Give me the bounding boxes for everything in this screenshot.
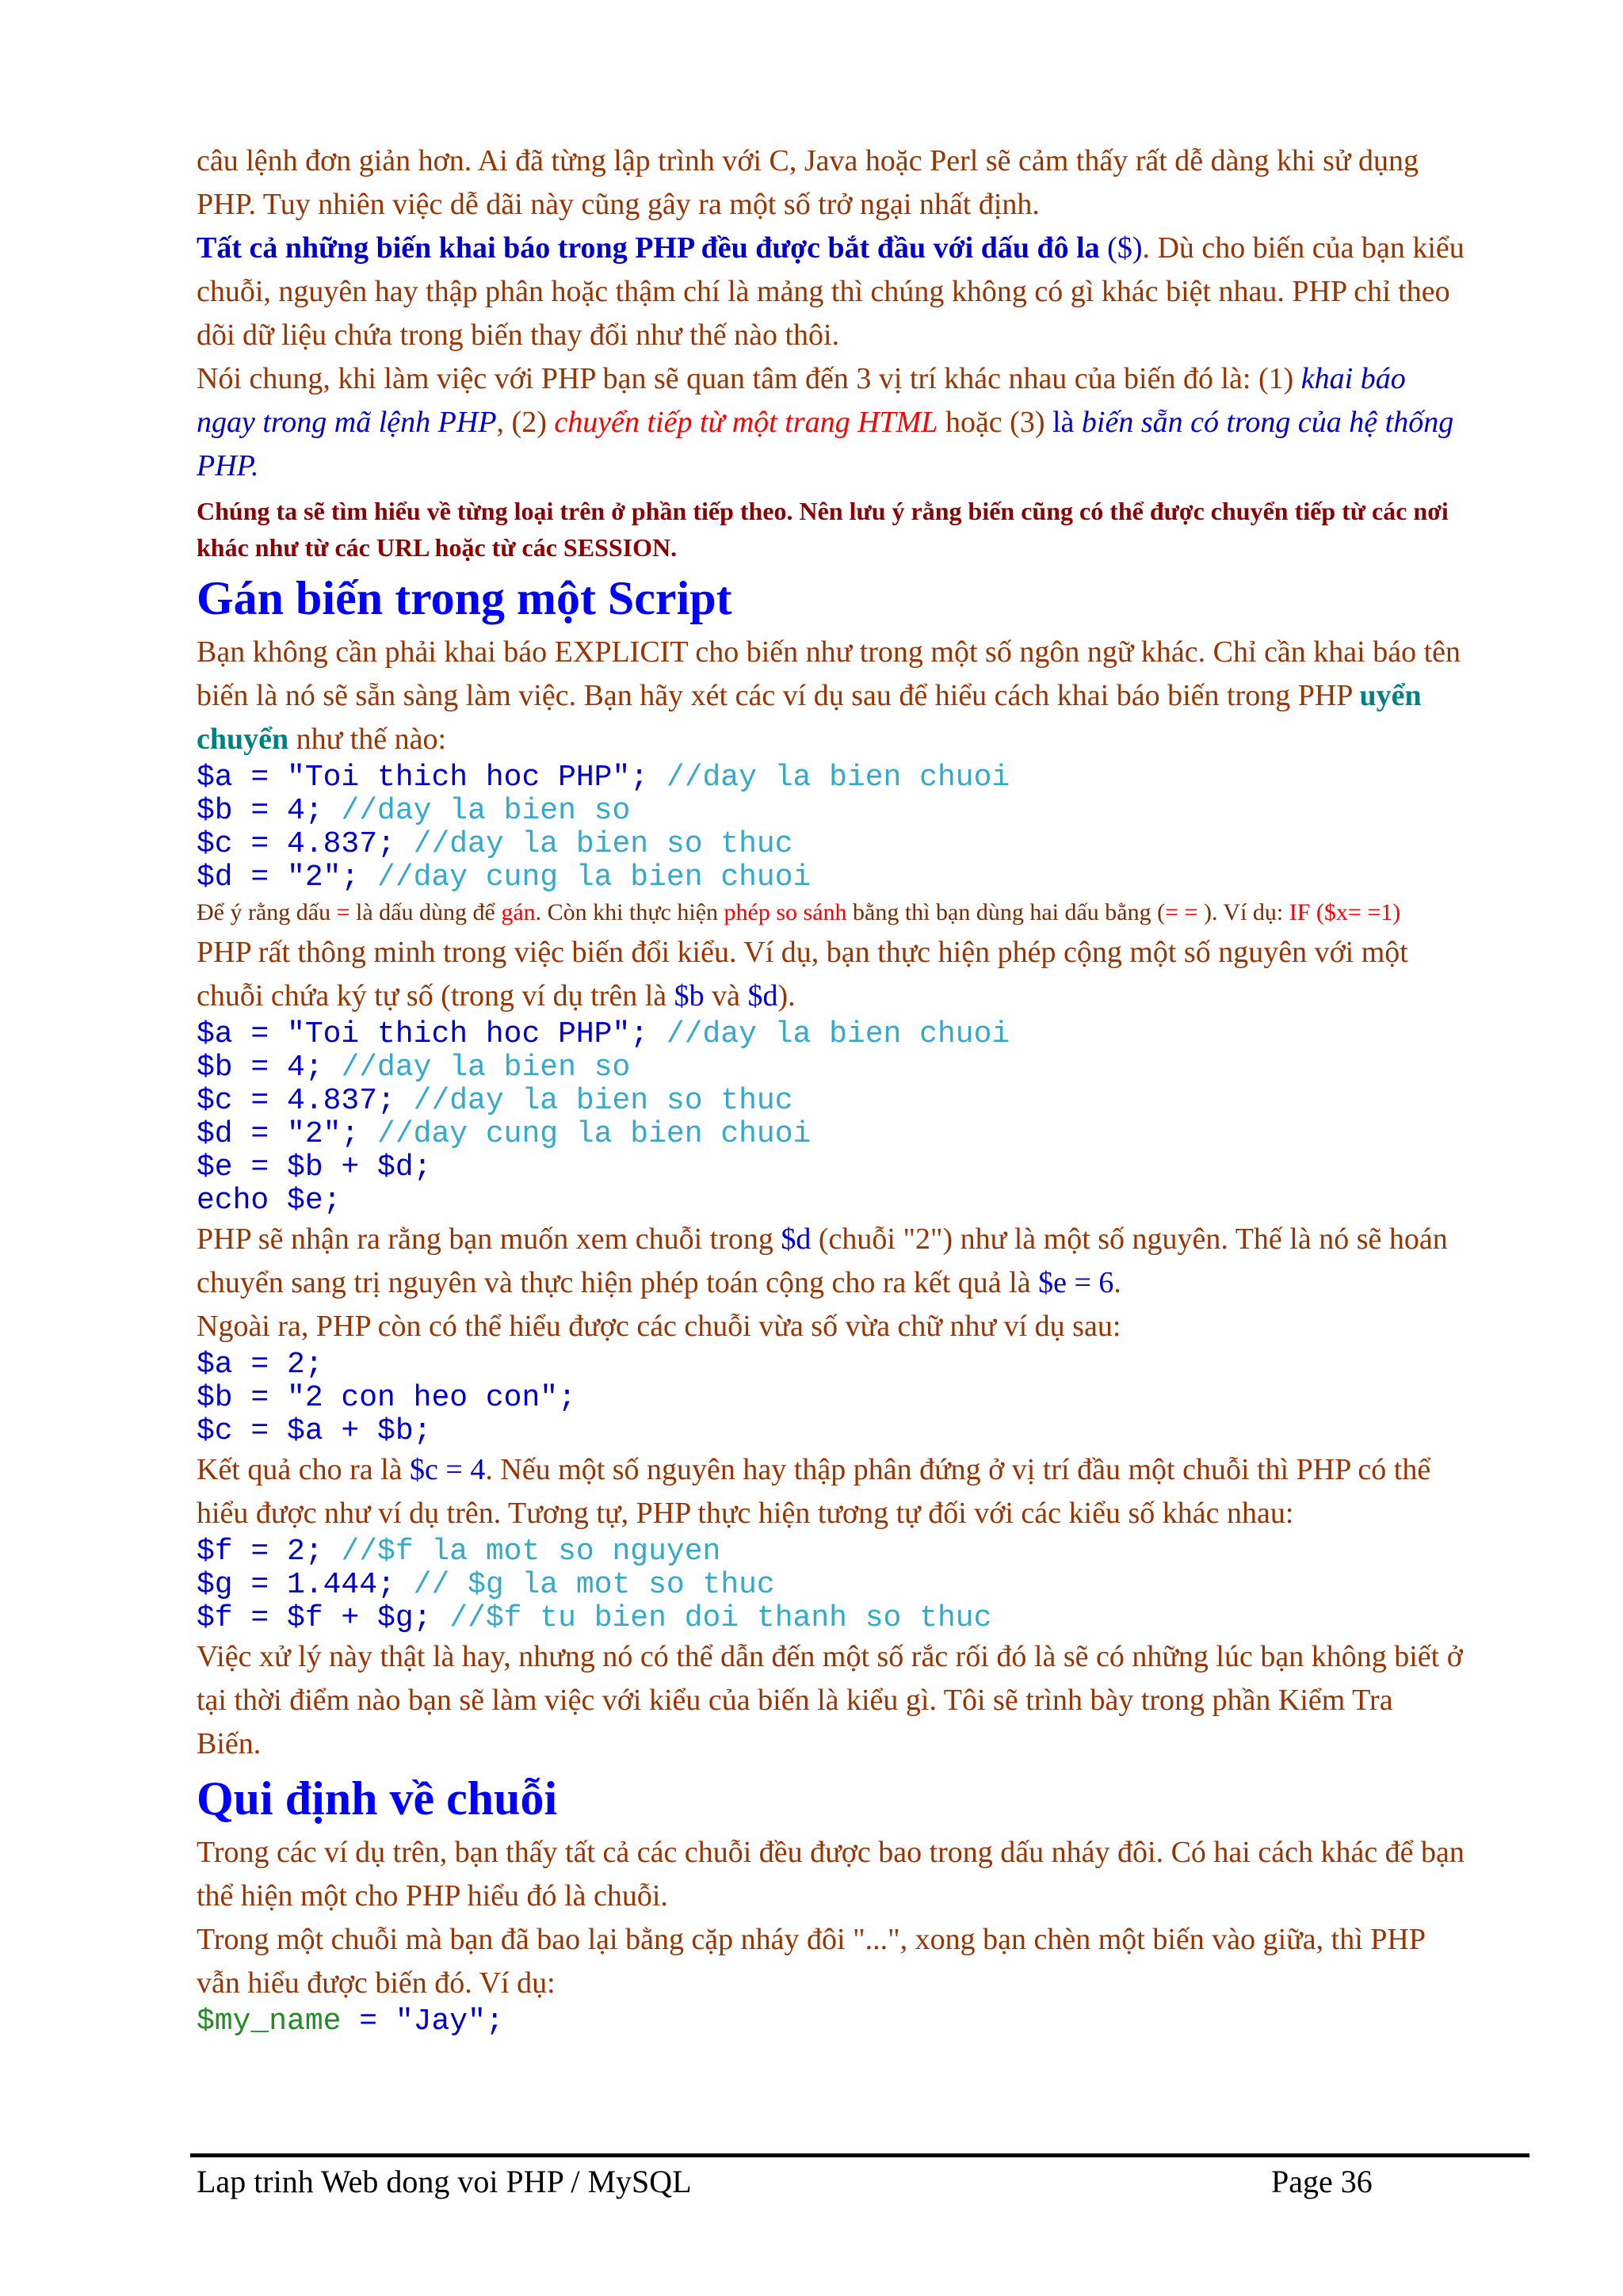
code-line [197, 1085, 1465, 1118]
code-text: $b = 4; [197, 794, 342, 828]
code-block-5 [197, 2005, 1465, 2039]
paragraph-rest: . Dù cho biến của bạn kiểu chuỗi, nguyên hay thập phân hoặc thậm chí là mảng thì chúng không có gì khác biệt nhau. PHP chỉ theo dõi dữ liệu chứa trong biến thay đổi như thế nào thôi. [197, 231, 1465, 352]
paragraph-intro: câu lệnh đơn giản hơn. Ai đã từng lập trình với C, Java hoặc Perl sẽ cảm thấy rất dễ dàng khi sử dụng PHP. Tuy nhiên việc dễ dãi này cũng gây ra một số trở ngại nhất định. [197, 144, 1419, 221]
position-3: biến sẵn có trong của hệ thống PHP [197, 406, 1454, 482]
bold-statement: Tất cả những biến khai báo trong PHP đều được bắt đầu với dấu đô la [197, 231, 1100, 265]
code-line [197, 1051, 1465, 1085]
code-comment: //day la bien so [341, 1051, 631, 1085]
text-span: Để ý rằng dấu [197, 899, 337, 925]
code-line [197, 1348, 1465, 1382]
code-text: $b = "2 con heo con"; [197, 1381, 576, 1415]
text-span: gán [501, 899, 536, 925]
text-span: $d [747, 979, 778, 1013]
paragraph-result [197, 1448, 1465, 1535]
code-line [197, 1184, 1465, 1218]
code-line [197, 1018, 1465, 1051]
footer-divider [190, 2153, 1529, 2157]
position-2: chuyển tiếp từ một trang HTML [554, 406, 938, 439]
text-span: . Còn khi thực hiện [535, 899, 724, 925]
paragraph-explicit [197, 631, 1465, 761]
heading-string-rules: Qui định về chuỗi [197, 1772, 558, 1825]
text-span: IF ($x= =1) [1289, 899, 1401, 925]
code-comment: //day la bien so [341, 794, 631, 828]
code-comment: //day la bien chuoi [666, 1017, 1010, 1051]
code-text: $a = "Toi thich hoc PHP"; [197, 1017, 666, 1051]
heading-assign-variables: Gán biến trong một Script [197, 572, 732, 624]
code-text: = "Jay"; [341, 2004, 504, 2039]
dollar-sign: ($) [1099, 231, 1143, 265]
footer-title: Lap trinh Web dong voi PHP / MySQL [197, 2164, 692, 2199]
text-span: là [1052, 406, 1082, 439]
text-span: là dấu dùng để [349, 899, 502, 925]
highlight-flexible: uyển chuyển [197, 679, 1422, 756]
code-line [197, 761, 1465, 795]
code-text: $d = "2"; [197, 1117, 378, 1151]
text-span: $d [781, 1222, 812, 1256]
text-span: Nói chung, khi làm việc với PHP bạn sẽ quan tâm đến 3 vị trí khác nhau của biến đó là: (1) [197, 362, 1301, 395]
code-line [197, 828, 1465, 861]
code-line [197, 1535, 1465, 1569]
text-span: ). [777, 979, 796, 1013]
code-text: $g = 1.444; [197, 1568, 414, 1602]
text-span: và [704, 979, 748, 1013]
text-span: PHP rất thông minh trong việc biến đổi kiểu. Ví dụ, bạn thực hiện phép cộng một số nguyên với một chuỗi chứa ký tự số (trong ví dụ trên là [197, 936, 1408, 1013]
text-span: Ngoài ra, PHP còn có thể hiểu được các chuỗi vừa số vừa chữ như ví dụ sau: [197, 1310, 1121, 1343]
code-block-3 [197, 1348, 1465, 1448]
text-span: phép so sánh [724, 899, 847, 925]
page-number: Page 36 [1271, 2164, 1373, 2199]
text-span: = [336, 899, 350, 925]
code-block-1 [197, 761, 1465, 894]
text-span: như thế nào: [288, 723, 447, 756]
code-text: $d = "2"; [197, 860, 378, 894]
paragraph-three-positions [197, 357, 1465, 488]
code-comment: //day cung la bien chuoi [377, 1117, 812, 1151]
paragraph-variable-in-string: Trong một chuỗi mà bạn đã bao lại bằng cặp nháy đôi "...", xong bạn chèn một biến vào giữa, thì PHP vẫn hiểu được biến đó. Ví dụ: [197, 1923, 1425, 2000]
code-text: $a = 2; [197, 1348, 323, 1382]
text-span: bằng thì bạn dùng hai dấu bằng ( [846, 899, 1166, 925]
paragraph-double-quotes: Trong các ví dụ trên, bạn thấy tất cả các chuỗi đều được bao trong dấu nháy đôi. Có hai cách khác để bạn thể hiện một cho PHP hiểu đó là chuỗi. [197, 1836, 1465, 1913]
text-span: Bạn không cần phải khai báo EXPLICIT cho biến như trong một số ngôn ngữ khác. Chỉ cần khai báo tên biến là nó sẽ sẵn sàng làm việc. Bạn hãy xét các ví dụ sau để hiểu cách khai báo biến trong PHP [197, 635, 1461, 712]
page-content [197, 139, 1465, 2039]
code-text: $c = 4.837; [197, 827, 414, 861]
code-text: $f = 2; [197, 1535, 342, 1569]
text-span: PHP sẽ nhận ra rằng bạn muốn xem chuỗi trong [197, 1222, 781, 1256]
code-comment: //$f tu bien doi thanh so thuc [449, 1601, 992, 1635]
code-comment: //$f la mot so nguyen [341, 1535, 721, 1569]
code-line [197, 1569, 1465, 1602]
paragraph-handling: Việc xử lý này thật là hay, nhưng nó có thể dẫn đến một số rắc rối đó là sẽ có những lúc bạn không biết ở tại thời điểm nào bạn sẽ làm việc với kiểu của biến là kiểu gì. Tôi sẽ trình bày trong phần Kiểm Tra Biến. [197, 1640, 1463, 1760]
code-line [197, 1151, 1465, 1184]
code-text: $c = $a + $b; [197, 1414, 432, 1448]
code-block-2 [197, 1018, 1465, 1218]
text-span: . [1113, 1266, 1121, 1299]
text-span: $c = 4 [410, 1453, 486, 1486]
code-text: $a = "Toi thich hoc PHP"; [197, 761, 666, 795]
code-line [197, 1602, 1465, 1635]
code-comment: // $g la mot so thuc [413, 1568, 775, 1602]
code-text: $e = $b + $d; [197, 1150, 432, 1184]
code-line [197, 1415, 1465, 1448]
text-span: . [250, 449, 259, 482]
text-span: . Nếu một số nguyên hay thập phân đứng ở vị trí đầu một chuỗi thì PHP có thể hiểu được như ví dụ trên. Tương tự, PHP thực hiện tương tự đối với các kiểu số khác nhau: [197, 1453, 1431, 1530]
text-span: Kết quả cho ra là [197, 1453, 411, 1486]
code-line [197, 1382, 1465, 1415]
text-span: ). Ví dụ: [1197, 899, 1289, 925]
paragraph-type-juggling [197, 931, 1465, 1018]
code-comment: //day la bien so thuc [413, 1084, 793, 1118]
code-line [197, 795, 1465, 828]
text-span: $b [674, 979, 705, 1013]
text-span: , (2) [496, 406, 555, 439]
code-comment: //day la bien so thuc [413, 827, 793, 861]
code-text: echo $e; [197, 1184, 342, 1218]
code-line [197, 861, 1465, 894]
code-block-4 [197, 1535, 1465, 1635]
text-span: (chuỗi "2") như là một số nguyên. Thế là nó sẽ hoán chuyển sang trị nguyên và thực hiện phép toán cộng cho ra kết quả là [197, 1222, 1448, 1299]
text-span: hoặc (3) [938, 406, 1052, 439]
code-line [197, 2005, 1465, 2039]
code-line [197, 1118, 1465, 1151]
text-span: = = [1165, 899, 1198, 925]
paragraph-variables-dollar [197, 227, 1465, 357]
note-assign-vs-compare [197, 894, 1465, 931]
text-span: $e = 6 [1038, 1266, 1114, 1299]
code-comment: //day cung la bien chuoi [377, 860, 812, 894]
paragraph-next-section-note: Chúng ta sẽ tìm hiểu về từng loại trên ở phần tiếp theo. Nên lưu ý rằng biến cũng có thể được chuyển tiếp từ các nơi khác như từ các URL hoặc từ các SESSION. [197, 497, 1449, 562]
code-text: $c = 4.837; [197, 1084, 414, 1118]
paragraph-string-to-int [197, 1218, 1465, 1348]
code-text: $b = 4; [197, 1051, 342, 1085]
position-1: khai báo ngay trong mã lệnh PHP [197, 362, 1406, 439]
code-variable: $my_name [197, 2004, 342, 2039]
code-text: $f = $f + $g; [197, 1601, 450, 1635]
code-comment: //day la bien chuoi [666, 761, 1010, 795]
